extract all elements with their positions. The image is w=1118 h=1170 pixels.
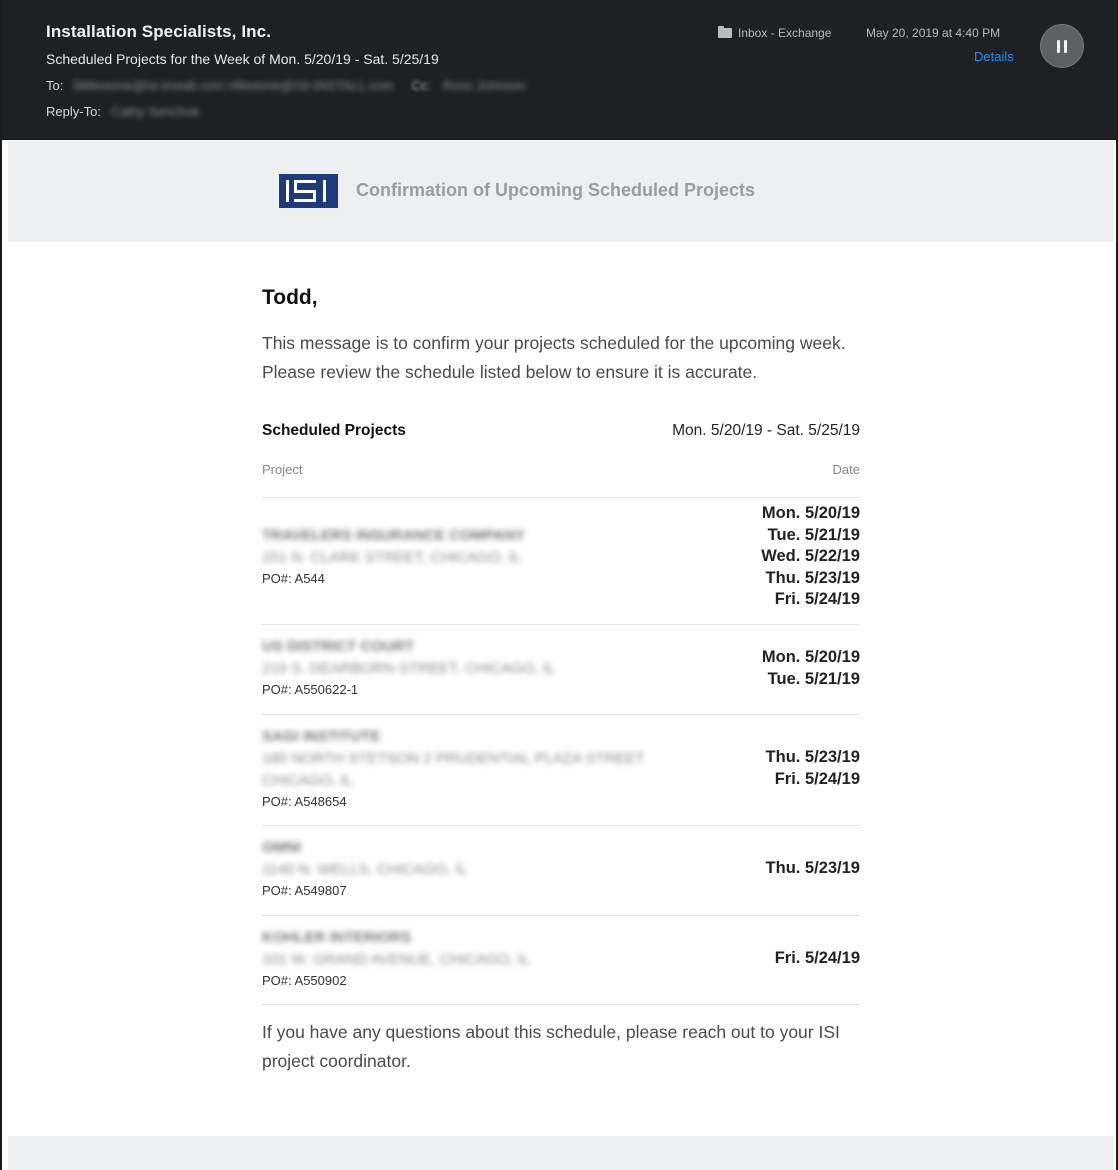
- po-number: PO#: A549807: [262, 883, 347, 898]
- project-info: [262, 636, 555, 700]
- isi-logo: [279, 174, 338, 208]
- project-dates: [775, 948, 860, 970]
- cc-label: Cc:: [411, 78, 432, 93]
- project-column-header: Project: [262, 462, 303, 477]
- greeting: Todd,: [262, 286, 318, 309]
- mailbox-label: Inbox - Exchange: [738, 26, 832, 40]
- intro-paragraph: This message is to confirm your projects scheduled for the upcoming week. Please review the schedule listed below to ensure it is accurate.: [262, 333, 846, 382]
- project-name: KOHLER INTERIORS: [262, 929, 412, 946]
- project-address: 219 S. DEARBORN STREET, CHICAGO, IL: [262, 660, 556, 677]
- date-column-header: Date: [832, 462, 860, 477]
- message-header: [2, 0, 1116, 140]
- schedule-date-range: Mon. 5/20/19 - Sat. 5/25/19: [672, 422, 860, 439]
- to-label: To:: [46, 78, 64, 93]
- date-item: Mon. 5/20/19: [761, 504, 860, 522]
- table-row: [262, 625, 860, 715]
- po-number: PO#: A550622-1: [262, 682, 359, 697]
- project-info: [262, 525, 525, 589]
- email-footer: [8, 1136, 1114, 1170]
- sender-name[interactable]: Installation Specialists, Inc.: [46, 22, 272, 41]
- project-name: OMNI: [262, 839, 302, 856]
- project-name: TRAVELERS INSURANCE COMPANY: [262, 527, 525, 544]
- details-link[interactable]: Details: [974, 49, 1014, 64]
- po-number: PO#: A548654: [262, 794, 347, 809]
- project-info: [262, 726, 645, 812]
- date-item: Fri. 5/24/19: [774, 590, 860, 608]
- table-row: [262, 715, 860, 826]
- project-address: 151 N. CLARK STREET, CHICAGO, IL: [262, 549, 522, 566]
- schedule-header: [262, 422, 860, 440]
- project-address-line2: CHICAGO, IL: [262, 772, 353, 789]
- project-info: [262, 837, 468, 901]
- closing-paragraph: If you have any questions about this schedule, please reach out to your ISI project coordinator.: [262, 1022, 840, 1071]
- to-recipients[interactable]: ftittlestone@isi-install.com nfittstone@ISI-INSTALL.com: [73, 78, 394, 93]
- project-info: [262, 927, 530, 991]
- project-dates: [766, 747, 860, 790]
- table-row: [262, 826, 860, 916]
- reply-to-row: [46, 104, 199, 119]
- table-row: [262, 916, 860, 1005]
- project-dates: [766, 858, 860, 880]
- mailbox-indicator[interactable]: [718, 26, 831, 40]
- email-banner: [8, 141, 1114, 242]
- folder-icon: [718, 28, 732, 38]
- cc-recipients[interactable]: Ross Johnson: [443, 78, 526, 93]
- reply-to-label: Reply-To:: [46, 104, 101, 119]
- project-address: 101 W. GRAND AVENUE, CHICAGO, IL: [262, 951, 531, 968]
- project-address: 1140 N. WELLS, CHICAGO, IL: [262, 861, 468, 878]
- project-address: 180 NORTH STETSON 2 PRUDENTIAL PLAZA STREET: [262, 750, 645, 767]
- date-item: Thu. 5/23/19: [765, 859, 860, 877]
- banner-title: Confirmation of Upcoming Scheduled Projects: [356, 180, 756, 200]
- message-subject: Scheduled Projects for the Week of Mon. 5/20/19 - Sat. 5/25/19: [46, 51, 439, 67]
- date-item: Thu. 5/23/19: [765, 748, 860, 766]
- table-row: [262, 492, 860, 625]
- schedule-title: Scheduled Projects: [262, 422, 406, 439]
- pause-button[interactable]: [1040, 24, 1084, 68]
- date-item: Thu. 5/23/19: [765, 568, 860, 587]
- project-name: US DISTRICT COURT: [262, 638, 414, 655]
- pause-icon: [1057, 40, 1060, 53]
- date-item: Wed. 5/22/19: [761, 547, 860, 565]
- date-item: Fri. 5/24/19: [774, 769, 860, 788]
- project-dates: [761, 503, 860, 611]
- po-number: PO#: A544: [262, 571, 325, 586]
- date-item: Mon. 5/20/19: [761, 648, 860, 666]
- project-name: SAGI INSTITUTE: [262, 728, 381, 745]
- isi-logo-icon: [279, 174, 338, 208]
- reply-to-address[interactable]: Cathy Senchuk: [110, 104, 200, 119]
- message-date: May 20, 2019 at 4:40 PM: [866, 26, 1001, 40]
- project-dates: [762, 647, 860, 690]
- date-item: Fri. 5/24/19: [774, 949, 860, 967]
- po-number: PO#: A550902: [262, 973, 347, 988]
- date-item: Tue. 5/21/19: [767, 669, 860, 688]
- to-row: [46, 78, 525, 93]
- date-item: Tue. 5/21/19: [767, 525, 860, 544]
